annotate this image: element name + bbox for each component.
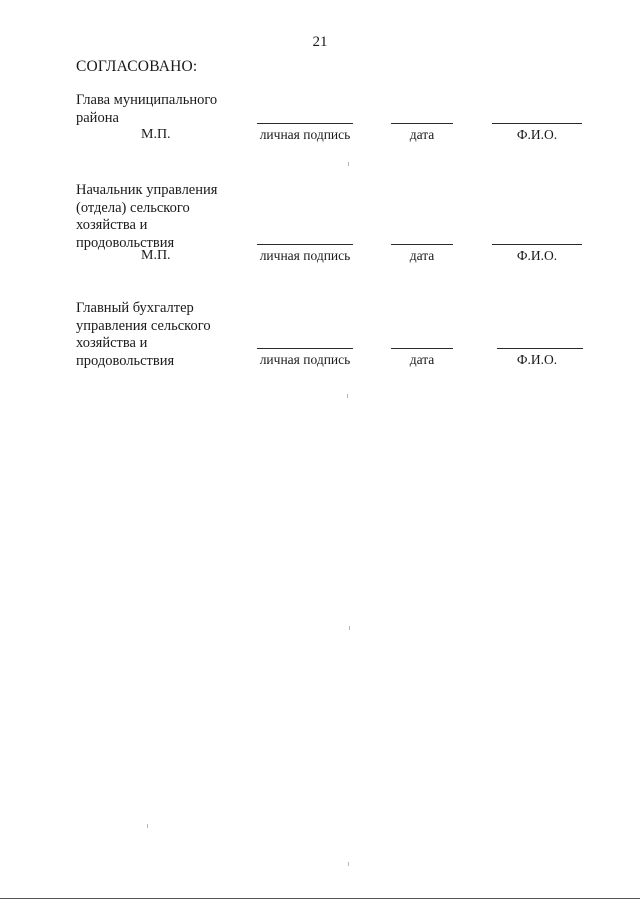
scan-speck <box>348 862 349 866</box>
scan-speck <box>349 626 350 630</box>
name-caption: Ф.И.О. <box>516 352 558 367</box>
approval-heading: СОГЛАСОВАНО: <box>76 58 198 75</box>
name-line <box>497 348 583 349</box>
signature-line <box>257 244 353 245</box>
date-line <box>391 348 453 349</box>
signature-caption: личная подпись <box>259 352 351 367</box>
name-line <box>492 123 582 124</box>
role-title: Начальник управления (отдела) сельского хозяйства и продовольствия <box>76 182 218 251</box>
date-line <box>391 123 453 124</box>
name-caption: Ф.И.О. <box>516 127 558 142</box>
stamp-label: М.П. <box>141 127 171 142</box>
page-number: 21 <box>312 34 328 50</box>
signature-line <box>257 123 353 124</box>
date-caption: дата <box>409 248 435 263</box>
signature-caption: личная подпись <box>259 248 351 263</box>
role-title: Глава муниципального района <box>76 92 218 126</box>
scan-speck <box>147 824 148 828</box>
scan-speck <box>348 162 349 166</box>
stamp-label: М.П. <box>141 248 171 263</box>
date-line <box>391 244 453 245</box>
page-bottom-edge <box>0 898 640 899</box>
signature-caption: личная подпись <box>259 127 351 142</box>
signature-line <box>257 348 353 349</box>
date-caption: дата <box>409 352 435 367</box>
scan-speck <box>347 394 348 398</box>
name-caption: Ф.И.О. <box>516 248 558 263</box>
date-caption: дата <box>409 127 435 142</box>
name-line <box>492 244 582 245</box>
role-title: Главный бухгалтер управления сельского хозяйства и продовольствия <box>76 300 211 369</box>
